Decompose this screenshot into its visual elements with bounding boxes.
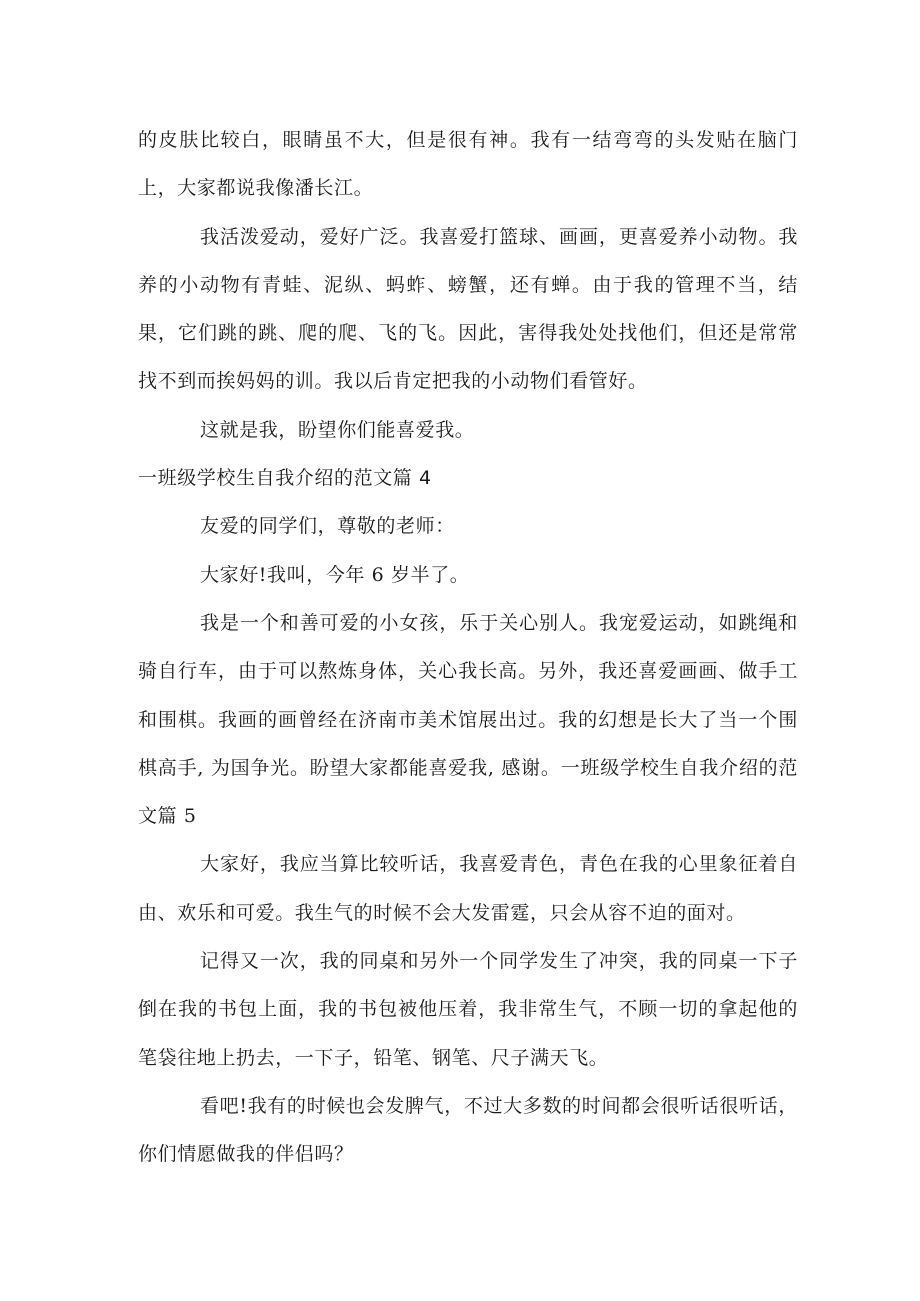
document-body [138,116,798,1179]
section-heading: 一班级学校生自我介绍的范文篇 4 [138,467,432,490]
paragraph: 友爱的同学们，尊敬的老师： [200,515,455,538]
paragraph: 这就是我，盼望你们能喜爱我。 [200,418,475,441]
paragraph: 我活泼爱动，爱好广泛。我喜爱打篮球、画画，更喜爱养小动物。我养的小动物有青蛙、泥纵、蚂蚱、螃蟹，还有蝉。由于我的管理不当，结果，它们跳的跳、爬的爬、飞的飞。因此，害得我处处找他们，但还是常常找不到而挨妈妈的训。我以后肯定把我的小动物们看管好。 [138,225,798,393]
paragraph: 记得又一次，我的同桌和另外一个同学发生了冲突，我的同桌一下子倒在我的书包上面，我的书包被他压着，我非常生气，不顾一切的拿起他的笔袋往地上扔去，一下子，铅笔、钢笔、尺子满天飞。 [138,950,798,1069]
paragraph: 我是一个和善可爱的小女孩，乐于关心别人。我宠爱运动，如跳绳和骑自行车，由于可以熬炼身体，关心我长高。另外，我还喜爱画画、做手工和围棋。我画的画曾经在济南市美术馆展出过。我的幻想是长大了当一个围棋高手, 为国争光。盼望大家都能喜爱我, 感谢。一班级学校生自我介绍的范文篇 5 [138,611,798,828]
paragraph: 看吧!我有的时候也会发脾气，不过大多数的时间都会很听话很听话，你们情愿做我的伴侣吗？ [138,1094,798,1166]
paragraph: 的皮肤比较白，眼睛虽不大，但是很有神。我有一结弯弯的头发贴在脑门上，大家都说我像潘长江。 [138,129,798,200]
paragraph: 大家好，我应当算比较听话，我喜爱青色，青色在我的心里象征着自由、欢乐和可爱。我生气的时候不会大发雷霆，只会从容不迫的面对。 [138,853,798,924]
paragraph: 大家好!我叫，今年 6 岁半了。 [200,563,470,586]
